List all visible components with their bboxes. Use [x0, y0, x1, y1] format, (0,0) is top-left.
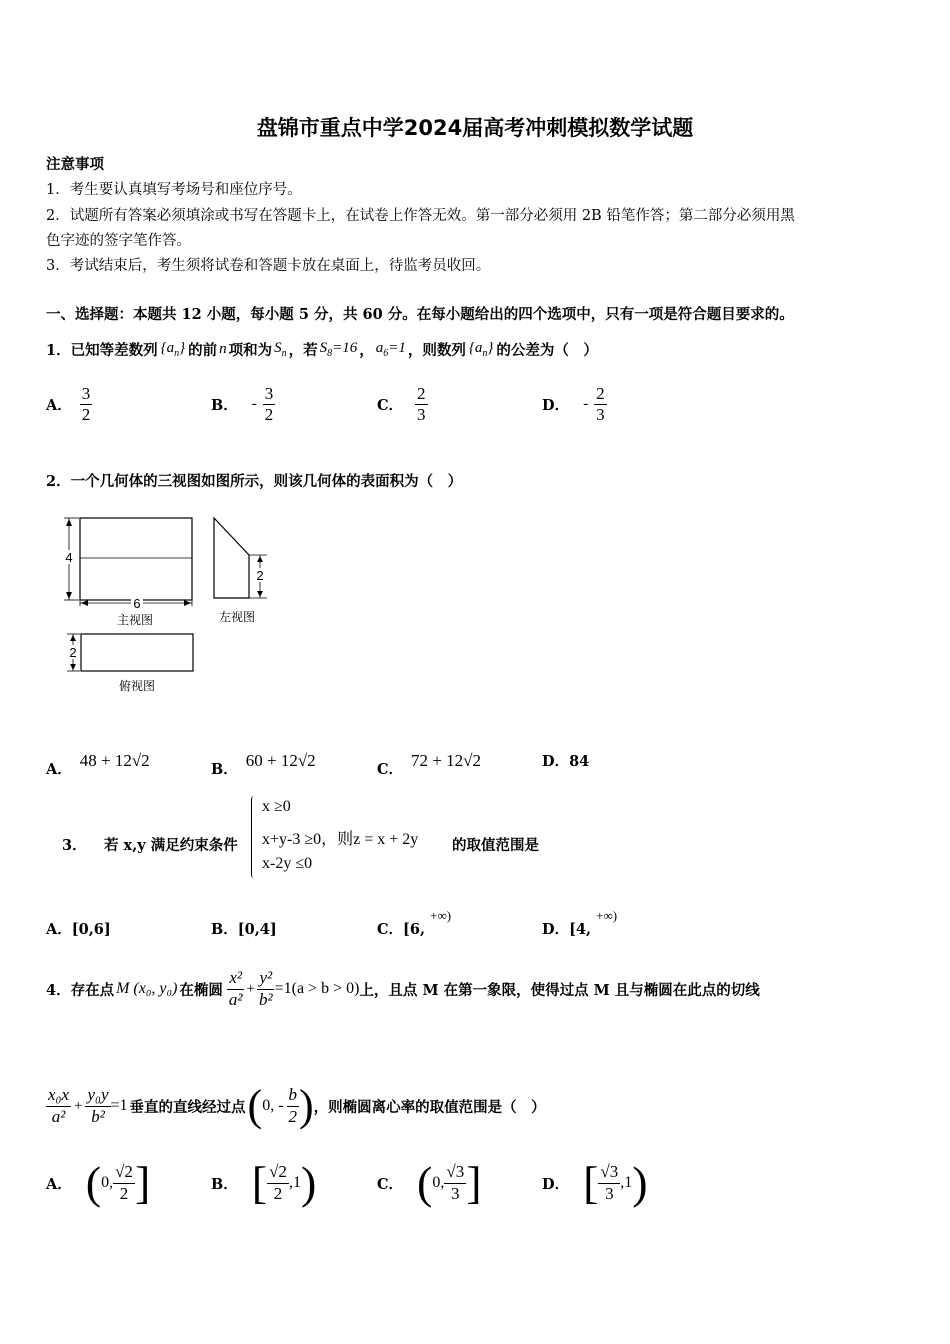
question-1-option-a[interactable]: A． $\frac{3}{2}$ [46, 384, 91, 425]
question-3-option-b[interactable]: B．[0,4] [211, 921, 277, 938]
section-heading: 一、选择题：本题共 12 小题，每小题 5 分，共 60 分。在每小题给出的四个选项中，只有一项是符合题目要求的。 [46, 306, 794, 323]
question-4-option-b[interactable]: B． [ $\frac{√2}{2}$ ,1 ) [211, 1157, 317, 1208]
question-4-option-a[interactable]: A． ( 0, $\frac{√2}{2}$ ] [46, 1157, 151, 1208]
question-4-stem-line1: 4．存在点 M (x₀, y₀) 在椭圆 $\frac{\text{x²}}{\text{a²}}$ + $\frac{\text{y²}}{\text{b²}}$ =1(a > b > 0) 上，且点 M 在第一象限，使得过点 M 且与椭圆在此点的切线 [46, 968, 760, 1009]
constraint-2: x+y-3 ≥0，则z = x + 2y [262, 831, 419, 848]
notice-item-3: 3．考试结束后，考生须将试卷和答题卡放在桌面上，待监考员收回。 [46, 258, 491, 274]
question-3-option-c[interactable]: C．[6, +∞) [377, 908, 452, 938]
left-view-label: 左视图 [218, 610, 256, 624]
notice-item-1: 1．考生要认真填写考场号和座位序号。 [46, 182, 302, 198]
page-title: 盘锦市重点中学2024届高考冲刺模拟数学试题 [256, 116, 694, 140]
notice-item-2a: 2．试题所有答案必须填涂或书写在答题卡上，在试卷上作答无效。第一部分必须用 2B 铅笔作答；第二部分必须用黑 [46, 208, 795, 224]
question-2-stem: 2．一个几何体的三视图如图所示，则该几何体的表面积为（ ） [46, 473, 463, 490]
question-2-option-b[interactable]: B． 60 + 12√2 [211, 750, 316, 778]
notice-heading: 注意事项 [46, 156, 104, 173]
constraint-1: x ≥0 [262, 798, 291, 815]
notice-item-2b: 色字迹的签字笔作答。 [46, 233, 191, 249]
top-view [67, 634, 193, 693]
front-view-label: 主视图 [116, 613, 154, 627]
question-3-option-a[interactable]: A．[0,6] [46, 921, 111, 938]
question-3-number: 3． [62, 837, 87, 854]
left-view [214, 518, 267, 624]
question-1-option-d[interactable]: D． - $\frac{2}{3}$ [542, 384, 605, 425]
question-2-option-d[interactable]: D．84 [542, 753, 590, 770]
constraint-3: x-2y ≤0 [262, 855, 313, 872]
question-1-stem: 1．已知等差数列 $\{a_n\}$ 的前 n 项和为 $S_n$ ，若 $S_8=16$ ， $a_6=1$ ，则数列 $\{a_n\}$ 的公差为（ ） [46, 339, 598, 359]
top-view-label: 俯视图 [118, 679, 156, 693]
dim-4-label: 4 [65, 550, 73, 565]
question-3-option-d[interactable]: D．[4, +∞) [542, 908, 618, 938]
constraint-brace [251, 796, 254, 878]
question-3-tail: 的取值范围是 [452, 837, 539, 854]
question-1-option-c[interactable]: C． $\frac{2}{3}$ [377, 384, 426, 425]
question-4-option-c[interactable]: C． ( 0, $\frac{√3}{3}$ ] [377, 1157, 482, 1208]
three-view-figure [55, 510, 285, 700]
question-2-option-a[interactable]: A． 48 + 12√2 [46, 750, 150, 778]
dim-2-left-label: 2 [256, 568, 264, 583]
front-view [63, 518, 192, 627]
question-2-option-c[interactable]: C． 72 + 12√2 [377, 750, 481, 778]
dim-2-top-label: 2 [69, 645, 77, 660]
question-4-stem-line2: $\frac{\text{x₀x}}{\text{a²}}$ + $\frac{\text{y₀y}}{\text{b²}}$ =1 垂直的直线经过点 ( 0, - $\frac{b}{2}$ ) ，则椭圆离心率的取值范围是（ ） [48, 1081, 546, 1130]
dim-6-label: 6 [133, 596, 141, 611]
question-3-stem: 若 x,y 满足约束条件 [104, 837, 238, 854]
question-1-option-b[interactable]: B． - $\frac{3}{2}$ [211, 384, 274, 425]
question-4-option-d[interactable]: D． [ $\frac{√3}{3}$ ,1 ) [542, 1157, 648, 1208]
